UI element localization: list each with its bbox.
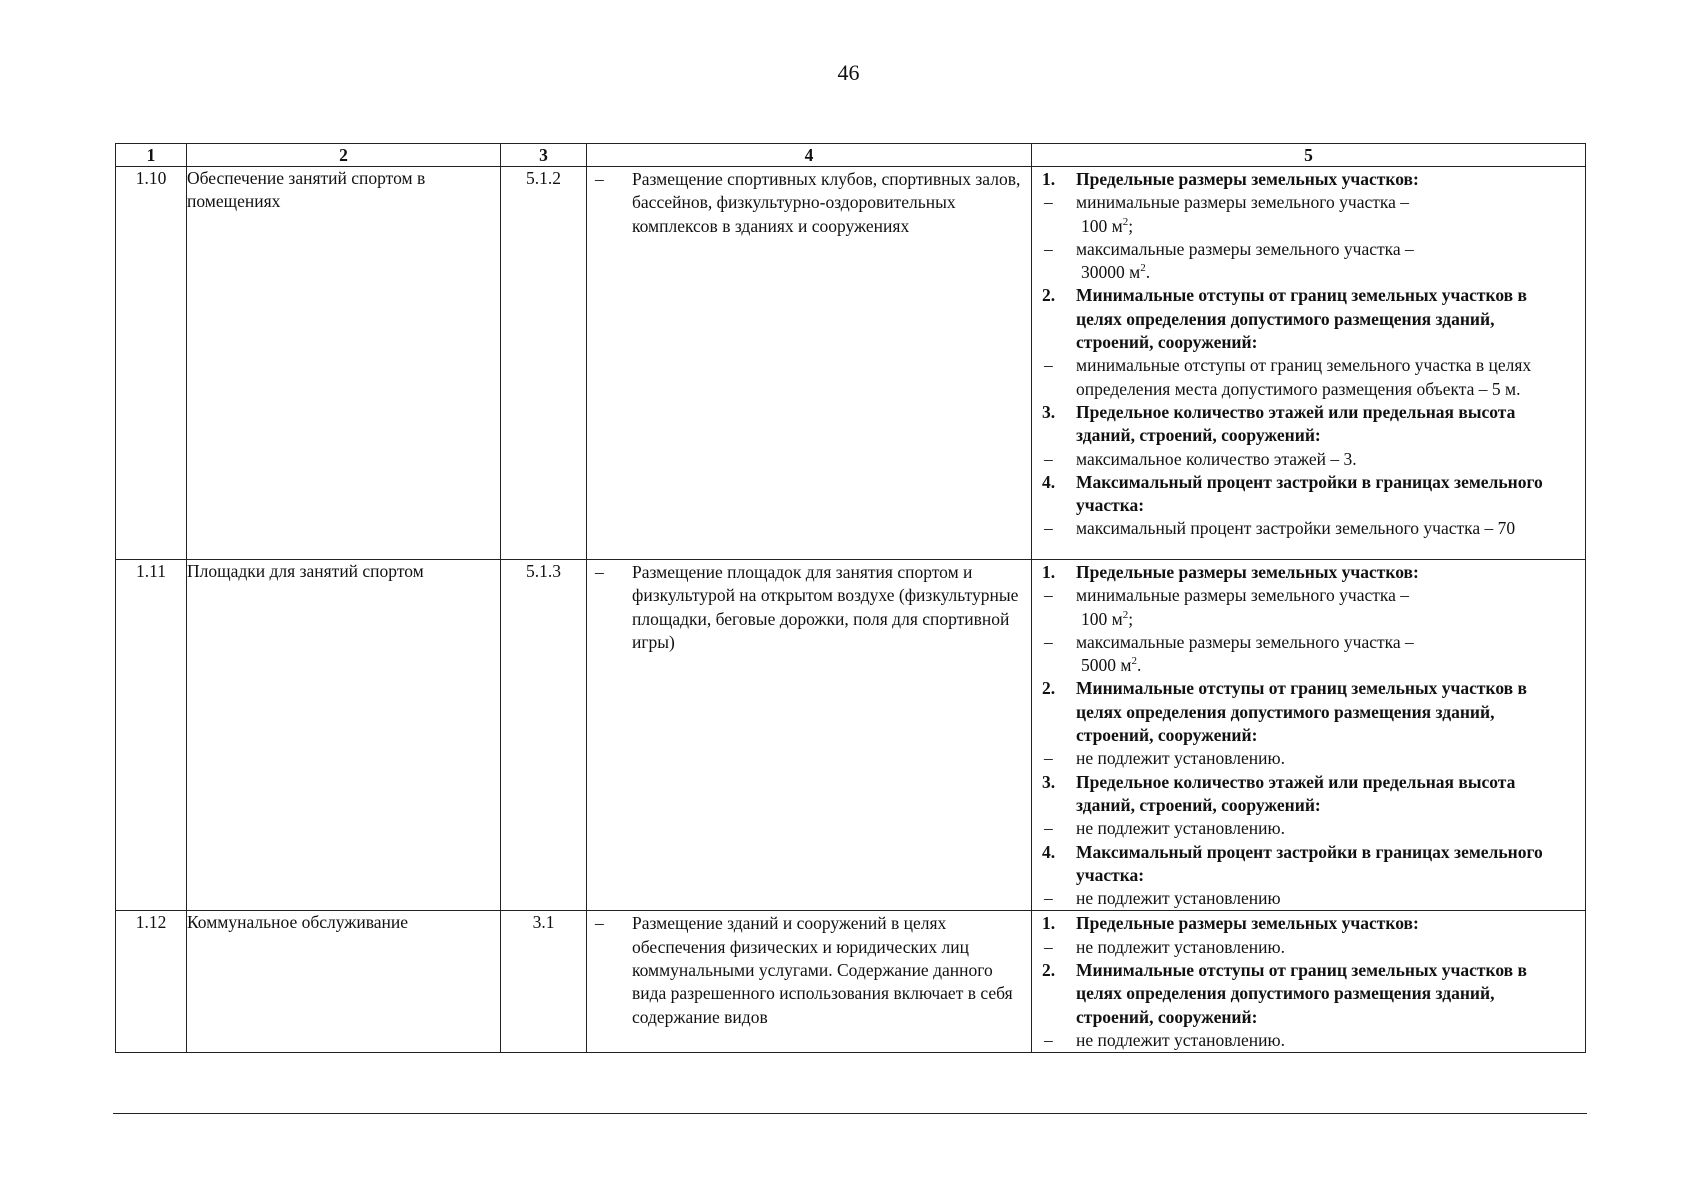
parameter-text: максимальные размеры земельного участка – xyxy=(1076,631,1414,652)
parameter-heading xyxy=(1032,771,1569,818)
row-number: 1.12 xyxy=(116,911,187,1053)
parameter-text: Минимальные отступы от границ земельных участков в целях определения допустимого размещения зданий, строений, сооружений: xyxy=(1076,678,1527,746)
table-header-row xyxy=(116,144,1586,167)
parameter-item xyxy=(1032,448,1569,471)
list-number: 3. xyxy=(1042,771,1056,792)
parameter-text: не подлежит установлению. xyxy=(1076,748,1285,769)
unit-superscript: 2 xyxy=(1122,608,1129,621)
use-type-description-cell xyxy=(587,911,1032,1053)
list-number: 1. xyxy=(1042,913,1056,934)
use-type-description: Размещение площадок для занятия спортом и физкультурой на открытом воздухе (физкультурные площадки, беговые дорожки, поля для спортивной игры) xyxy=(632,562,1019,652)
column-header: 4 xyxy=(587,144,1032,167)
use-type-code: 3.1 xyxy=(501,911,587,1053)
punctuation: . xyxy=(1136,655,1142,676)
parameter-text: Предельные размеры земельных участков: xyxy=(1076,169,1419,189)
parameter-item xyxy=(1032,517,1569,540)
parameter-text: Максимальный процент застройки в границах земельного участка: xyxy=(1076,471,1543,516)
parameter-text: Минимальные отступы от границ земельных участков в целях определения допустимого размещения зданий, строений, сооружений: xyxy=(1076,285,1527,353)
parameter-item xyxy=(1032,631,1569,678)
row-number: 1.11 xyxy=(116,560,187,911)
parameter-heading xyxy=(1032,959,1569,1029)
parameter-text: максимальный процент застройки земельного участка – 70 xyxy=(1076,518,1516,539)
unit-superscript: 2 xyxy=(1122,215,1129,228)
parameter-text: не подлежит установлению. xyxy=(1076,936,1285,957)
list-number: 2. xyxy=(1042,285,1056,306)
list-number: 4. xyxy=(1042,471,1056,492)
list-number: 2. xyxy=(1042,678,1056,699)
parameter-heading xyxy=(1032,284,1569,354)
parameter-text: не подлежит установлению. xyxy=(1076,818,1285,839)
use-type-description-cell xyxy=(587,167,1032,560)
punctuation: ; xyxy=(1128,215,1134,236)
parameter-item xyxy=(1032,584,1569,631)
use-type-code: 5.1.3 xyxy=(501,560,587,911)
dash-marker: – xyxy=(1044,355,1053,376)
dash-marker: – xyxy=(595,913,604,934)
dash-marker: – xyxy=(1044,238,1053,259)
unit-superscript: 2 xyxy=(1140,262,1146,275)
punctuation: . xyxy=(1145,262,1151,283)
column-header: 2 xyxy=(187,144,501,167)
column-header: 1 xyxy=(116,144,187,167)
column-header: 5 xyxy=(1032,144,1586,167)
dash-marker: – xyxy=(1044,448,1053,469)
parameter-item xyxy=(1032,936,1569,959)
parameter-heading xyxy=(1032,401,1569,448)
parameter-item xyxy=(1032,191,1569,238)
list-number: 3. xyxy=(1042,401,1056,422)
parameter-item xyxy=(1032,354,1569,401)
parameter-text: Предельное количество этажей или предельная высота зданий, строений, сооружений: xyxy=(1076,401,1516,446)
use-type-code: 5.1.2 xyxy=(501,167,587,560)
parameter-text: максимальное количество этажей – 3. xyxy=(1076,448,1357,469)
parameter-text: минимальные размеры земельного участка – xyxy=(1076,192,1410,213)
parameter-item xyxy=(1032,817,1569,840)
parameter-text: минимальные размеры земельного участка – xyxy=(1076,585,1410,606)
parameter-text: не подлежит установлению. xyxy=(1076,1029,1285,1050)
dash-marker: – xyxy=(1044,748,1053,769)
parameter-heading xyxy=(1032,677,1569,747)
table-row xyxy=(116,167,1586,560)
parameter-text: Минимальные отступы от границ земельных участков в целях определения допустимого размещения зданий, строений, сооружений: xyxy=(1076,960,1527,1027)
page-number: 46 xyxy=(837,60,860,85)
parameter-text: не подлежит установлению xyxy=(1076,888,1281,909)
dash-marker: – xyxy=(1044,818,1053,839)
dash-marker: – xyxy=(1044,192,1053,213)
parameter-item xyxy=(1032,747,1569,770)
use-type-name: Коммунальное обслуживание xyxy=(187,911,501,1053)
parameter-item xyxy=(1032,887,1569,910)
parameter-heading xyxy=(1032,841,1569,888)
parameter-item xyxy=(1032,238,1569,285)
parameter-heading xyxy=(1032,471,1569,518)
punctuation: ; xyxy=(1128,608,1134,629)
parameter-heading xyxy=(1032,168,1569,191)
parameter-heading xyxy=(1032,561,1569,584)
parameter-text: Предельное количество этажей или предельная высота зданий, строений, сооружений: xyxy=(1076,771,1516,815)
column-header: 3 xyxy=(501,144,587,167)
parameter-value: 30000 м xyxy=(1081,262,1141,283)
row-number: 1.10 xyxy=(116,167,187,560)
parameter-value: 100 м xyxy=(1081,215,1123,236)
dash-marker: – xyxy=(1044,585,1053,606)
parameter-text: Предельные размеры земельных участков: xyxy=(1076,562,1419,582)
dash-marker: – xyxy=(1044,936,1053,957)
parameters-cell xyxy=(1032,560,1586,911)
list-number: 2. xyxy=(1042,960,1056,981)
dash-marker: – xyxy=(1044,631,1053,652)
parameter-item xyxy=(1032,1029,1569,1052)
parameter-value: 5000 м xyxy=(1081,655,1132,676)
list-number: 1. xyxy=(1042,562,1056,582)
dash-marker: – xyxy=(1044,518,1053,539)
dash-marker: – xyxy=(595,169,604,189)
parameters-cell xyxy=(1032,167,1586,560)
parameter-value: 100 м xyxy=(1081,608,1123,629)
parameter-heading xyxy=(1032,912,1569,935)
table-row xyxy=(116,911,1586,1053)
use-type-description: Размещение спортивных клубов, спортивных залов, бассейнов, физкультурно-оздоровительных комплексов в зданиях и сооружениях xyxy=(632,169,1021,236)
list-number: 4. xyxy=(1042,841,1056,862)
use-type-description-cell xyxy=(587,560,1032,911)
dash-marker: – xyxy=(1044,888,1053,909)
parameter-text: максимальные размеры земельного участка – xyxy=(1076,238,1414,259)
parameter-text: Предельные размеры земельных участков: xyxy=(1076,913,1419,934)
bottom-rule xyxy=(113,1113,1587,1114)
list-number: 1. xyxy=(1042,169,1056,189)
use-type-name: Площадки для занятий спортом xyxy=(187,560,501,911)
parameters-cell xyxy=(1032,911,1586,1053)
unit-superscript: 2 xyxy=(1131,655,1137,668)
use-type-name: Обеспечение занятий спортом в помещениях xyxy=(187,167,501,560)
table-row xyxy=(116,560,1586,911)
regulations-table xyxy=(115,143,1586,1053)
dash-marker: – xyxy=(595,562,604,582)
parameter-text: минимальные отступы от границ земельного участка в целях определения места допустимого размещения объекта – 5 м. xyxy=(1076,355,1532,399)
dash-marker: – xyxy=(1044,1029,1053,1050)
use-type-description: Размещение зданий и сооружений в целях обеспечения физических и юридических лиц коммунальными услугами. Содержание данного вида разрешенного использования включает в себя содержание видов xyxy=(632,913,1013,1027)
parameter-text: Максимальный процент застройки в границах земельного участка: xyxy=(1076,841,1543,885)
